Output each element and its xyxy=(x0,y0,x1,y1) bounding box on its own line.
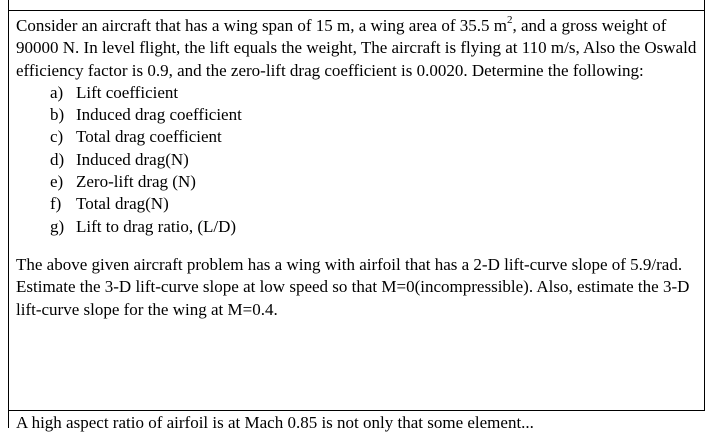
problem-statement: Consider an aircraft that has a wing span of 15 m, a wing area of 35.5 $m^2$, and a gross weight of 90000 N. In level flight, the lift equals the weight, The aircraft is flying at 110 m/s, Also the Oswald efficiency factor is 0.9, and the zero-lift drag coefficient is 0.0020. Determine the following: xyxy=(16,14,697,80)
table-row-divider xyxy=(8,410,705,411)
list-item: b) Induced drag coefficient xyxy=(50,105,242,125)
lift-curve-problem: The above given aircraft problem has a wing with airfoil that has a 2-D lift-curve slope of 5.9/rad. Estimate the 3-D lift-curve slope at low speed so that M=0(incompressible). Also, estimate the 3-D lift-curve slope for the wing at M=0.4. xyxy=(16,254,690,319)
table-left-border xyxy=(8,0,9,428)
area-exponent: 2 xyxy=(506,14,513,27)
next-problem-cutoff: A high aspect ratio of airfoil is at Mach 0.85 is not only that some element... xyxy=(16,413,534,432)
list-item: f) Total drag(N) xyxy=(50,194,169,214)
list-item: e) Zero-lift drag (N) xyxy=(50,172,196,192)
list-item: c) Total drag coefficient xyxy=(50,127,222,147)
list-item: g) Lift to drag ratio, (L/D) xyxy=(50,216,237,236)
question-cell xyxy=(16,15,701,321)
table-top-border xyxy=(8,10,705,11)
list-item: d) Induced drag(N) xyxy=(50,149,189,169)
list-item: a) Lift coefficient xyxy=(50,82,179,102)
question-list xyxy=(16,82,701,238)
table-right-border xyxy=(704,0,705,410)
